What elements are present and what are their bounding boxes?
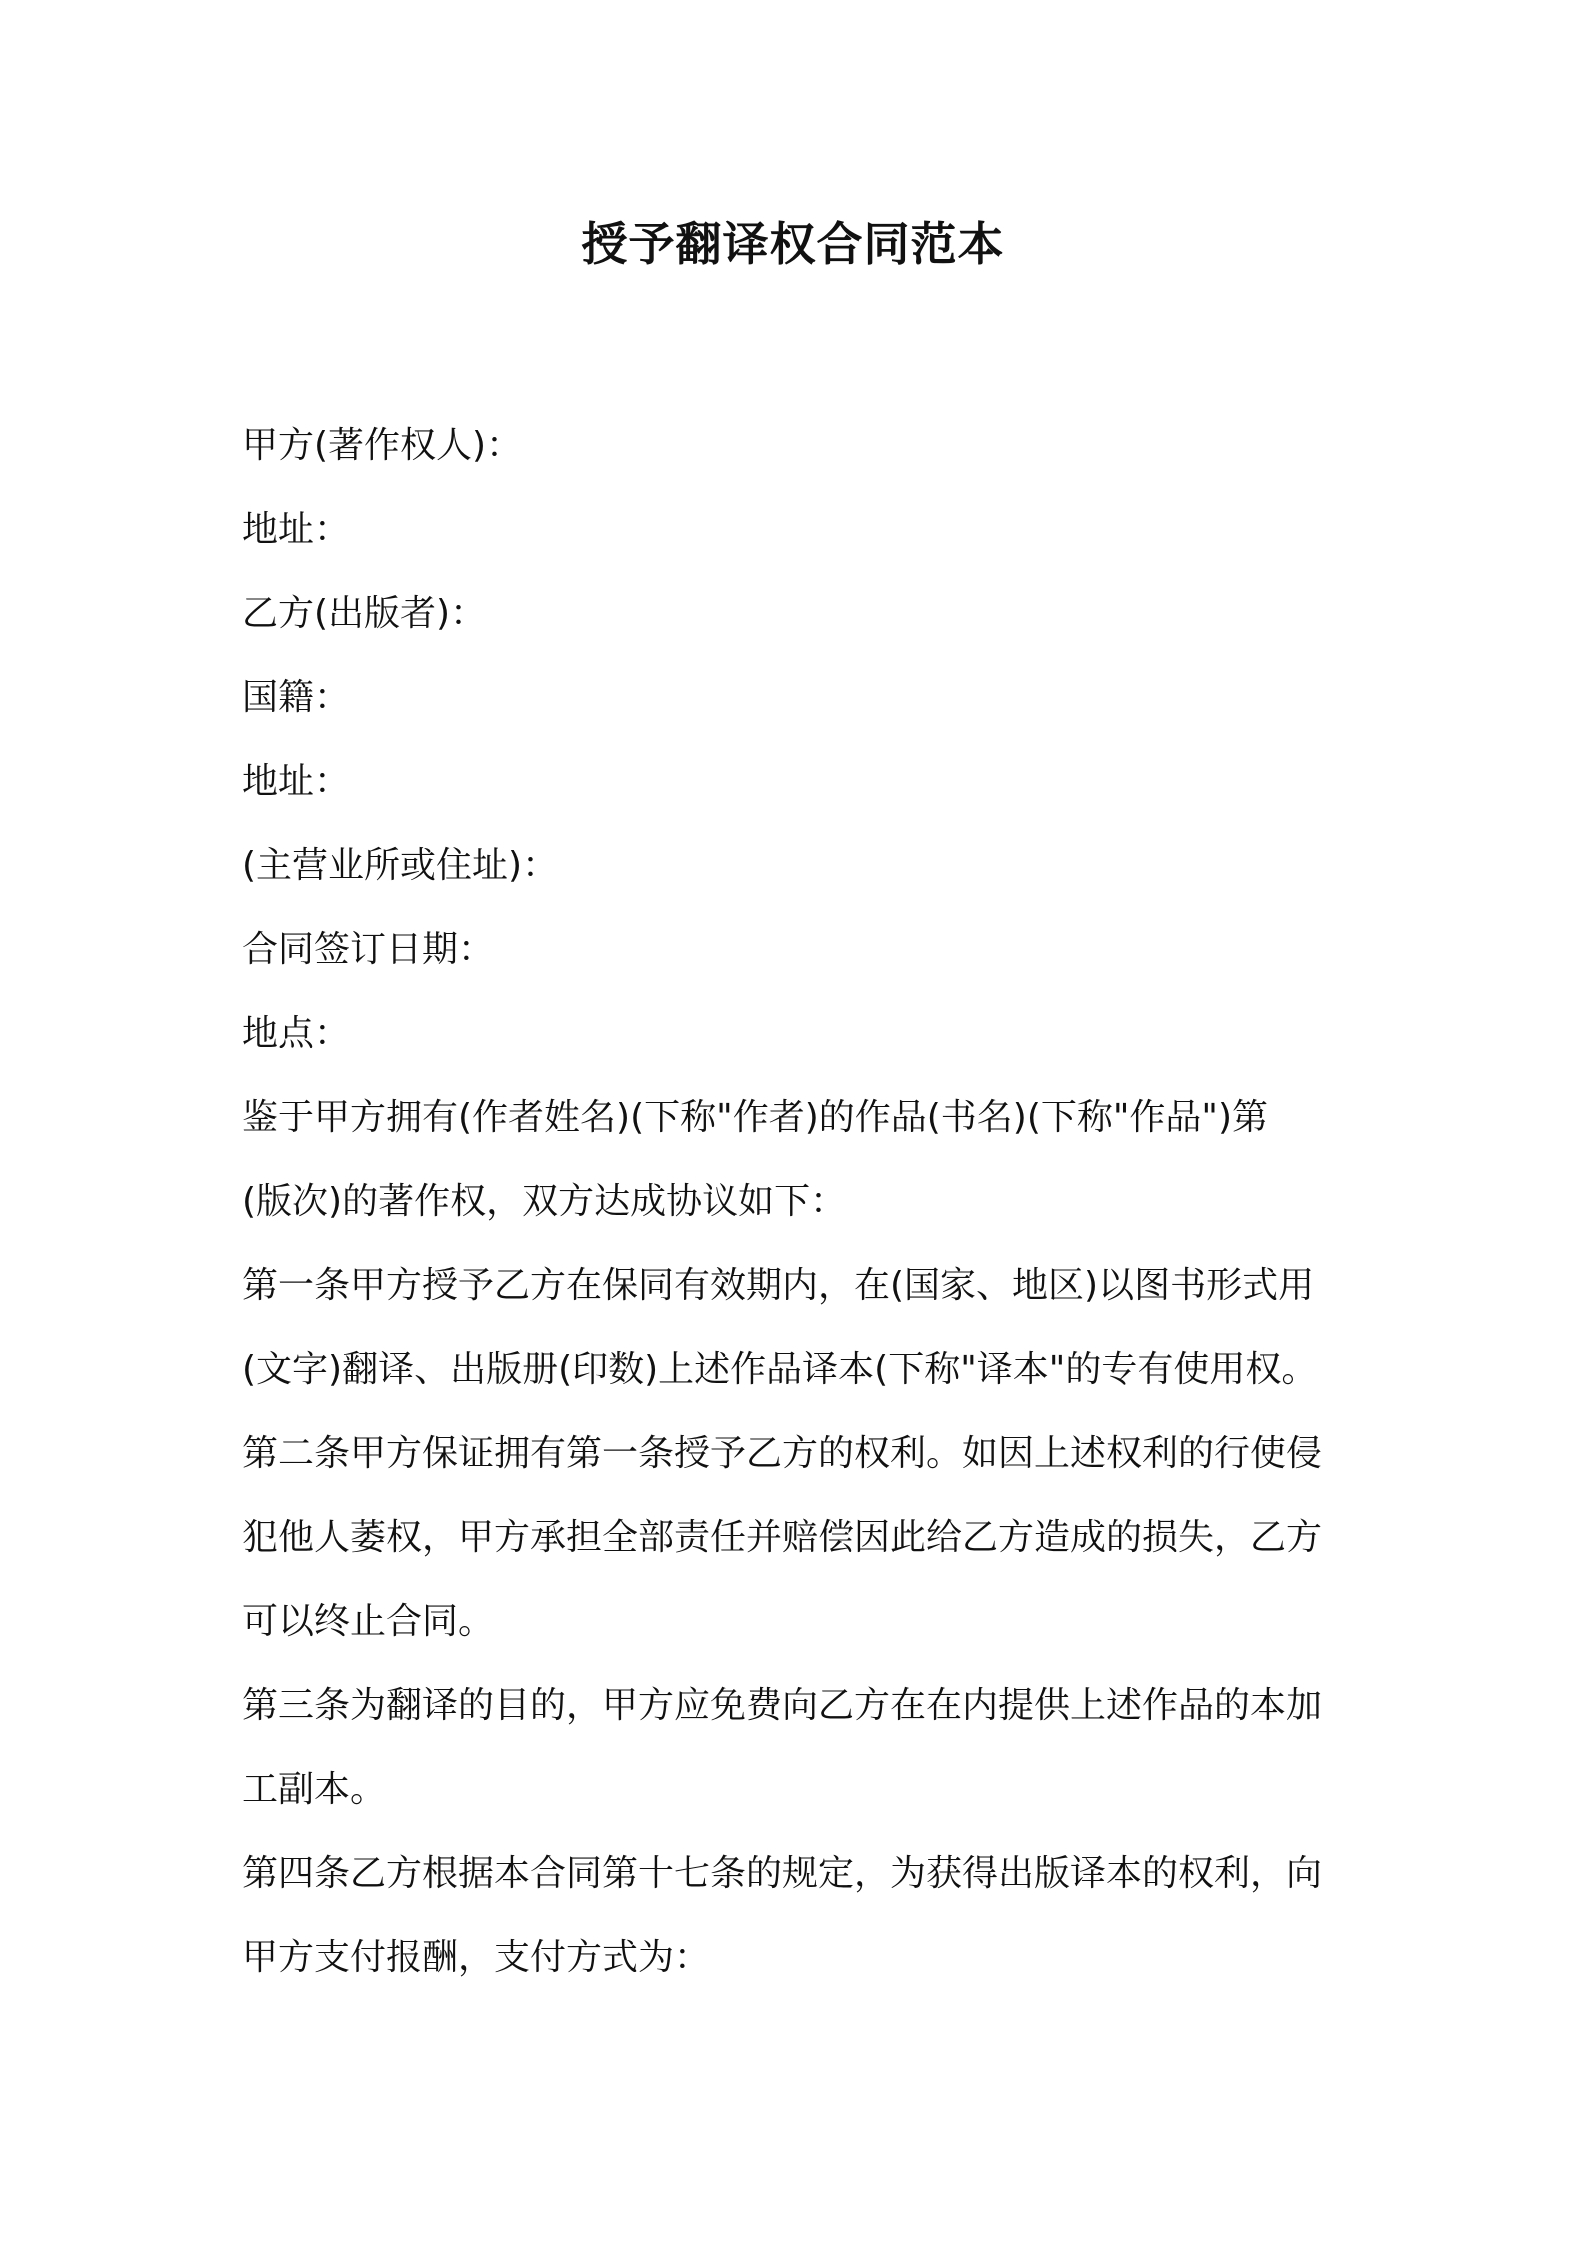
- document-title: 授予翻译权合同范本: [581, 217, 1005, 271]
- field-address-a: 地址：: [242, 509, 351, 550]
- clause-line: (文字)翻译、出版册(印数)上述作品译本(下称"译本"的专有使用权。: [242, 1349, 1318, 1390]
- field-signing-date: 合同签订日期：: [242, 929, 495, 970]
- clause-line: 第四条乙方根据本合同第十七条的规定，为获得出版译本的权利，向: [242, 1853, 1323, 1894]
- clause-line: 可以终止合同。: [242, 1601, 495, 1642]
- clause-line: 甲方支付报酬，支付方式为：: [242, 1937, 711, 1978]
- document-body: [242, 404, 1362, 2000]
- clause-line: 第二条甲方保证拥有第一条授予乙方的权利。如因上述权利的行使侵: [242, 1433, 1323, 1474]
- clause-line: 第一条甲方授予乙方在保同有效期内，在(国家、地区)以图书形式用: [242, 1265, 1315, 1306]
- paragraph-line: 鉴于甲方拥有(作者姓名)(下称"作者)的作品(书名)(下称"作品")第: [242, 1097, 1269, 1138]
- field-address-b: 地址：: [242, 761, 351, 802]
- clause-line: 犯他人萎权，甲方承担全部责任并赔偿因此给乙方造成的损失，乙方: [242, 1517, 1323, 1558]
- field-party-b: 乙方(出版者)：: [242, 593, 487, 634]
- field-location: 地点：: [242, 1013, 351, 1054]
- clause-line: 第三条为翻译的目的，甲方应免费向乙方在在内提供上述作品的本加: [242, 1685, 1323, 1726]
- field-nationality: 国籍：: [242, 677, 351, 718]
- clause-line: 工副本。: [242, 1769, 387, 1810]
- paragraph-line: (版次)的著作权，双方达成协议如下：: [242, 1181, 847, 1222]
- field-business-place: (主营业所或住址)：: [242, 845, 559, 886]
- field-party-a: 甲方(著作权人)：: [242, 425, 523, 466]
